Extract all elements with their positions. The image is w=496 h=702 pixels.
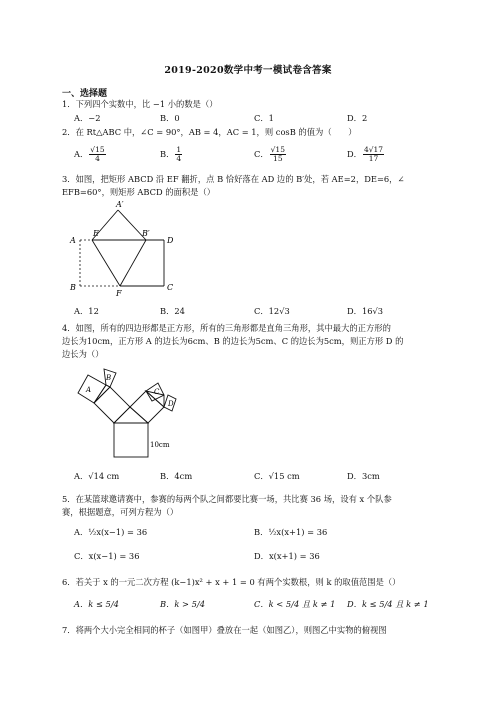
option-c: C．1 bbox=[254, 113, 274, 123]
question-1-options bbox=[74, 112, 434, 126]
label-square-c: C bbox=[154, 388, 160, 396]
option-d: D．2 bbox=[347, 113, 368, 123]
question-5-options-row2 bbox=[74, 550, 434, 564]
option-a-numerator: √15 bbox=[90, 145, 105, 154]
question-3-options bbox=[74, 305, 434, 319]
option-a: A．½x(x−1) = 36 bbox=[74, 527, 148, 537]
question-4-stem-line2: 边长为10cm，正方形 A 的边长为6cm、B 的边长为5cm、C 的边长为5cm，则正方形 D 的 bbox=[62, 336, 404, 346]
question-5-stem-line1: 5．在某篮球邀请赛中，参赛的每两个队之间都要比赛一场，共比赛 36 场，设有 x 个队参 bbox=[62, 494, 392, 504]
label-a: A bbox=[70, 236, 76, 245]
option-d: D．x(x+1) = 36 bbox=[254, 551, 320, 561]
option-c: C．12√3 bbox=[254, 306, 290, 316]
section-heading: 一、选择题 bbox=[62, 89, 108, 99]
label-f: F bbox=[116, 289, 122, 298]
question-2-options bbox=[74, 142, 434, 166]
option-d: D．16√3 bbox=[347, 306, 384, 316]
label-a-prime: A′ bbox=[116, 200, 124, 209]
question-3-stem-line2: EFB=60°，则矩形 ABCD 的面积是（） bbox=[62, 187, 216, 197]
option-d-numerator: 4√17 bbox=[363, 145, 384, 154]
option-b: B．½x(x+1) = 36 bbox=[254, 527, 328, 537]
question-6-options bbox=[74, 598, 434, 612]
option-a: A．√14 cm bbox=[74, 471, 120, 481]
option-d-denominator: 17 bbox=[368, 154, 379, 163]
option-a bbox=[74, 146, 107, 163]
option-c-label: C． bbox=[254, 149, 269, 159]
option-a: A．12 bbox=[74, 306, 99, 316]
page-title: 2019-2020数学中考一模试卷含答案 bbox=[164, 65, 332, 76]
option-a: A．k ≤ 5/4 bbox=[74, 599, 119, 609]
option-b: B．0 bbox=[160, 113, 180, 123]
label-d: D bbox=[167, 236, 174, 245]
question-3-stem-line1: 3．如图，把矩形 ABCD 沿 EF 翻折，点 B 恰好落在 AD 边的 B′处，若 AE=2，DE=6，∠ bbox=[62, 174, 405, 184]
option-b: B．k > 5/4 bbox=[160, 599, 206, 609]
option-c bbox=[254, 146, 287, 163]
option-a: A．−2 bbox=[74, 113, 101, 123]
option-c-denominator: 15 bbox=[273, 154, 283, 163]
question-2-stem: 2．在 Rt△ABC 中，∠C = 90°，AB = 4，AC = 1，则 cosB 的值为（ ） bbox=[62, 127, 357, 137]
question-6-stem: 6．若关于 x 的一元二次方程 (k−1)x² + x + 1 = 0 有两个实数根，则 k 的取值范围是（） bbox=[62, 577, 401, 587]
label-10cm: 10cm bbox=[150, 441, 170, 449]
option-a-fraction bbox=[89, 146, 105, 163]
option-c: C．x(x−1) = 36 bbox=[74, 551, 140, 561]
option-c-numerator: √15 bbox=[270, 145, 285, 154]
option-d: D．3cm bbox=[347, 471, 380, 481]
label-c: C bbox=[167, 283, 174, 292]
option-b: B．24 bbox=[160, 306, 185, 316]
question-1-stem: 1．下列四个实数中，比 −1 小的数是（） bbox=[62, 99, 218, 109]
option-b-fraction bbox=[175, 146, 182, 163]
option-d-label: D． bbox=[347, 149, 362, 159]
q3-rectangle-fold-figure bbox=[68, 198, 188, 298]
question-4-stem-line1: 4．如图，所有的四边形都是正方形，所有的三角形都是直角三角形，其中最大的正方形的 bbox=[62, 323, 391, 333]
label-square-a: A bbox=[86, 386, 92, 394]
option-d-fraction bbox=[363, 146, 384, 163]
option-b: B．4cm bbox=[160, 471, 193, 481]
option-b-numerator: 1 bbox=[176, 145, 182, 154]
question-4-stem-line3: 边长为（） bbox=[62, 349, 104, 359]
option-b bbox=[160, 146, 183, 163]
question-5-options-row1 bbox=[74, 526, 434, 540]
q4-pythagoras-squares-figure bbox=[72, 363, 192, 463]
label-b: B bbox=[70, 283, 76, 292]
question-4-options bbox=[74, 470, 434, 484]
question-7-stem: 7．将两个大小完全相同的杯子（如图甲）叠放在一起（如图乙），则图乙中实物的俯视图 bbox=[62, 625, 387, 635]
label-b-prime: B′ bbox=[142, 229, 150, 238]
option-b-denominator: 4 bbox=[176, 154, 182, 163]
option-c: C．√15 cm bbox=[254, 471, 300, 481]
label-square-b: B bbox=[106, 374, 112, 382]
option-b-label: B． bbox=[160, 149, 175, 159]
label-square-d: D bbox=[168, 400, 174, 408]
option-d: D．k ≤ 5/4 且 k ≠ 1 bbox=[347, 599, 429, 609]
option-d bbox=[347, 146, 385, 163]
option-a-label: A． bbox=[74, 149, 89, 159]
option-a-denominator: 4 bbox=[95, 154, 100, 163]
option-c: C．k < 5/4 且 k ≠ 1 bbox=[254, 599, 336, 609]
question-5-stem-line2: 赛，根据题意，可列方程为（） bbox=[62, 507, 179, 517]
option-c-fraction bbox=[270, 146, 286, 163]
label-e: E bbox=[93, 229, 99, 238]
